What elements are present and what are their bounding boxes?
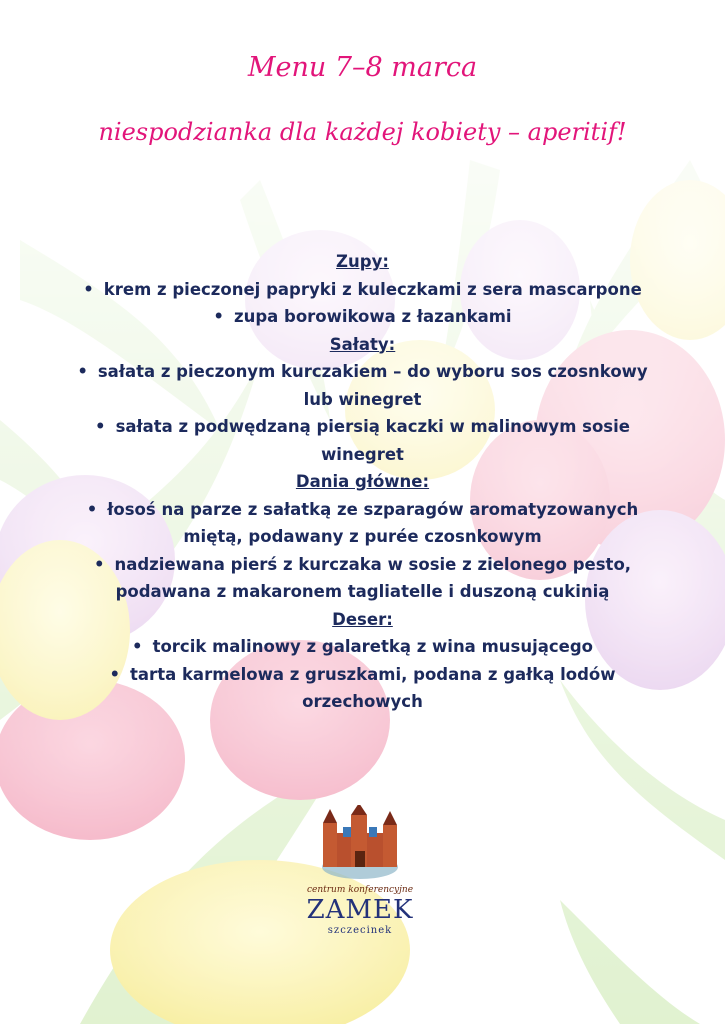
bullet-icon: • xyxy=(109,664,121,684)
logo-city: szczecinek xyxy=(327,925,393,936)
zamek-logo xyxy=(305,805,415,945)
logo-name: ZAMEK xyxy=(306,895,414,925)
dessert-list xyxy=(60,633,665,716)
bullet-icon: • xyxy=(77,362,88,381)
logo-tagline: centrum konferencyjne xyxy=(306,885,414,895)
section-heading-soups: Zupy: xyxy=(336,252,389,271)
page-subtitle: niespodzianka dla każdej kobiety – aperitif! xyxy=(98,118,627,146)
bullet-icon: • xyxy=(213,307,224,326)
castle-icon xyxy=(305,805,415,885)
page-title: Menu 7–8 marca xyxy=(247,52,478,83)
section-heading-main-courses: Dania główne: xyxy=(295,472,430,491)
menu-content xyxy=(60,248,665,716)
bullet-icon: • xyxy=(86,499,98,519)
bullet-icon: • xyxy=(95,417,106,436)
list-item: • nadziewana pierś z kurczaka w sosie z zielonego pesto, podawana z makaronem tagliatelle i duszoną cukinią xyxy=(93,554,632,601)
main-courses-list xyxy=(60,496,665,606)
salads-list xyxy=(60,358,665,468)
list-item: • sałata z pieczonym kurczakiem – do wyboru sos czosnkowy lub winegret xyxy=(77,362,648,409)
soups-list xyxy=(60,276,665,331)
list-item: • sałata z podwędzaną piersią kaczki w malinowym sosie winegret xyxy=(95,417,630,464)
section-heading-dessert: Deser: xyxy=(332,609,393,629)
list-item: • łosoś na parze z sałatką ze szparagów aromatyzowanych miętą, podawany z purée czosnkowym xyxy=(86,499,639,546)
section-heading-salads: Sałaty: xyxy=(329,334,396,354)
bullet-icon: • xyxy=(93,554,105,574)
list-item: • krem z pieczonej papryki z kuleczkami z sera mascarpone xyxy=(83,279,642,299)
bullet-icon: • xyxy=(83,279,94,299)
list-item: • torcik malinowy z galaretką z wina musującego xyxy=(132,637,593,656)
bullet-icon: • xyxy=(132,637,143,656)
list-item: • tarta karmelowa z gruszkami, podana z gałką lodów orzechowych xyxy=(109,664,616,711)
list-item: • zupa borowikowa z łazankami xyxy=(213,307,512,326)
